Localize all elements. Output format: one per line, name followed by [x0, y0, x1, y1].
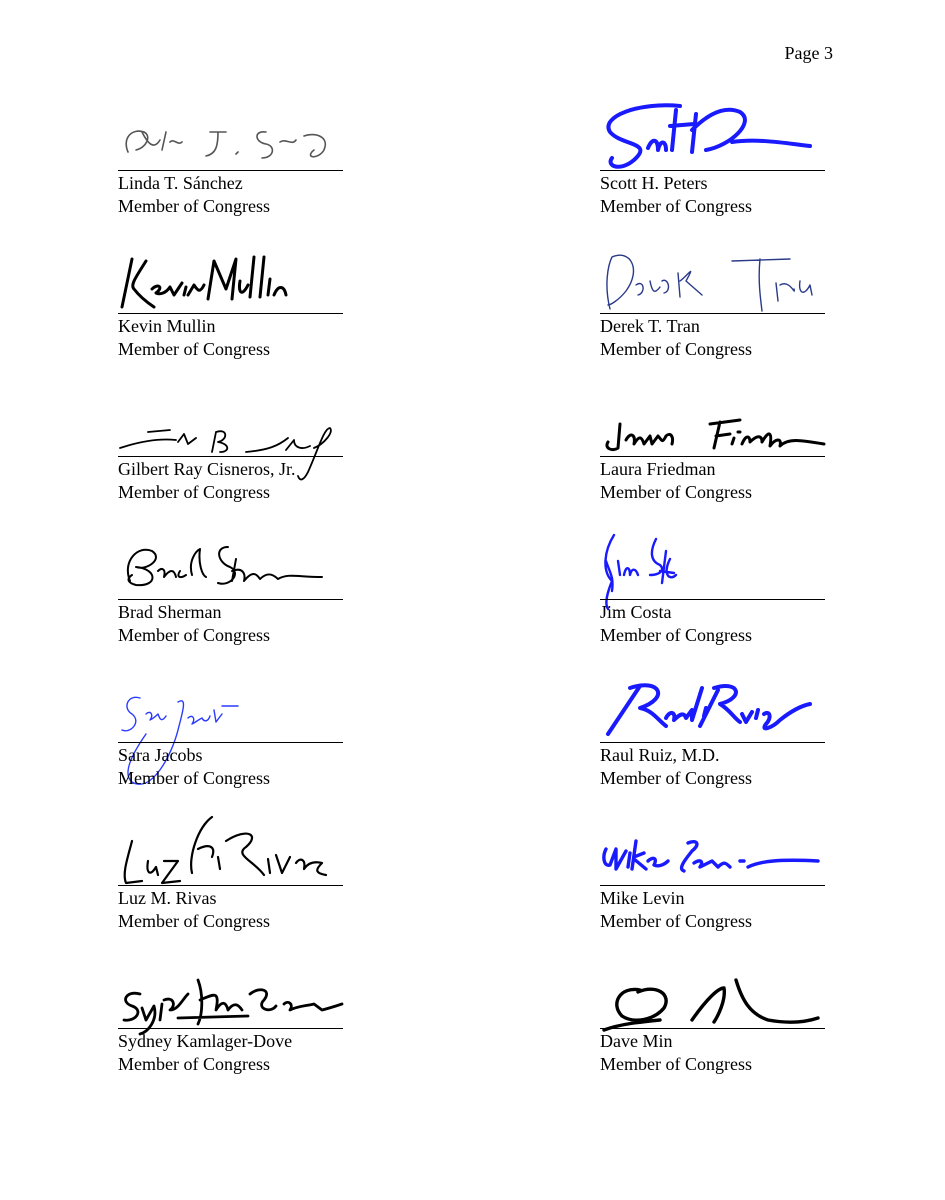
signer-name: Sydney Kamlager-Dove: [118, 1031, 293, 1051]
handwritten-signature-icon: [118, 960, 343, 1030]
signature-block-ruiz: [600, 674, 825, 788]
signer-title: Member of Congress: [118, 339, 270, 359]
signature-block-min: [600, 960, 825, 1074]
signer-title: Member of Congress: [600, 1054, 752, 1074]
signature-line: [600, 885, 825, 886]
signer-title: Member of Congress: [600, 768, 752, 788]
signature-line: [600, 1028, 825, 1029]
handwritten-signature-icon: [600, 531, 825, 601]
signature-block-levin: [600, 817, 825, 931]
signer-title: Member of Congress: [600, 625, 752, 645]
page-number: Page 3: [784, 43, 833, 63]
signer-name: Raul Ruiz, M.D.: [600, 745, 720, 765]
handwritten-signature-icon: [118, 102, 343, 172]
handwritten-signature-icon: [600, 817, 825, 887]
signature-line: [600, 313, 825, 314]
signature-line: [118, 1028, 343, 1029]
handwritten-signature-icon: [600, 960, 825, 1030]
handwritten-signature-icon: [118, 531, 343, 601]
signature-line: [600, 456, 825, 457]
signer-title: Member of Congress: [118, 768, 270, 788]
signature-block-sherman: [118, 531, 343, 645]
signer-title: Member of Congress: [600, 196, 752, 216]
signature-block-tran: [600, 245, 825, 359]
signer-name: Laura Friedman: [600, 459, 716, 479]
signature-block-cisneros: [118, 388, 343, 502]
signer-name: Derek T. Tran: [600, 316, 700, 336]
handwritten-signature-icon: [118, 245, 343, 315]
signer-title: Member of Congress: [600, 482, 752, 502]
signer-title: Member of Congress: [118, 482, 270, 502]
handwritten-signature-icon: [600, 674, 825, 744]
signer-title: Member of Congress: [118, 625, 270, 645]
signature-block-kamlager-dove: [118, 960, 343, 1074]
signer-name: Sara Jacobs: [118, 745, 203, 765]
signer-name: Gilbert Ray Cisneros, Jr.: [118, 459, 296, 479]
signer-name: Jim Costa: [600, 602, 672, 622]
signature-line: [118, 742, 343, 743]
signature-line: [118, 313, 343, 314]
handwritten-signature-icon: [118, 674, 343, 744]
signer-name: Mike Levin: [600, 888, 685, 908]
signature-line: [118, 170, 343, 171]
handwritten-signature-icon: [600, 245, 825, 315]
signer-title: Member of Congress: [118, 1054, 270, 1074]
signature-block-rivas: [118, 817, 343, 931]
signature-line: [600, 742, 825, 743]
signer-name: Dave Min: [600, 1031, 673, 1051]
signer-name: Scott H. Peters: [600, 173, 708, 193]
signer-name: Brad Sherman: [118, 602, 222, 622]
signer-name: Luz M. Rivas: [118, 888, 217, 908]
signer-name: Kevin Mullin: [118, 316, 216, 336]
signature-line: [118, 599, 343, 600]
signature-block-costa: [600, 531, 825, 645]
signer-title: Member of Congress: [118, 196, 270, 216]
signature-block-mullin: [118, 245, 343, 359]
signature-line: [600, 599, 825, 600]
signature-block-jacobs: [118, 674, 343, 788]
handwritten-signature-icon: [600, 102, 825, 172]
signature-block-friedman: [600, 388, 825, 502]
signature-line: [118, 456, 343, 457]
signer-title: Member of Congress: [600, 911, 752, 931]
signature-line: [600, 170, 825, 171]
signer-name: Linda T. Sánchez: [118, 173, 243, 193]
handwritten-signature-icon: [600, 388, 825, 458]
signer-title: Member of Congress: [118, 911, 270, 931]
signer-title: Member of Congress: [600, 339, 752, 359]
signature-block-peters: [600, 102, 825, 216]
signature-block-sanchez: [118, 102, 343, 216]
handwritten-signature-icon: [118, 817, 343, 887]
handwritten-signature-icon: [118, 388, 343, 458]
signature-line: [118, 885, 343, 886]
